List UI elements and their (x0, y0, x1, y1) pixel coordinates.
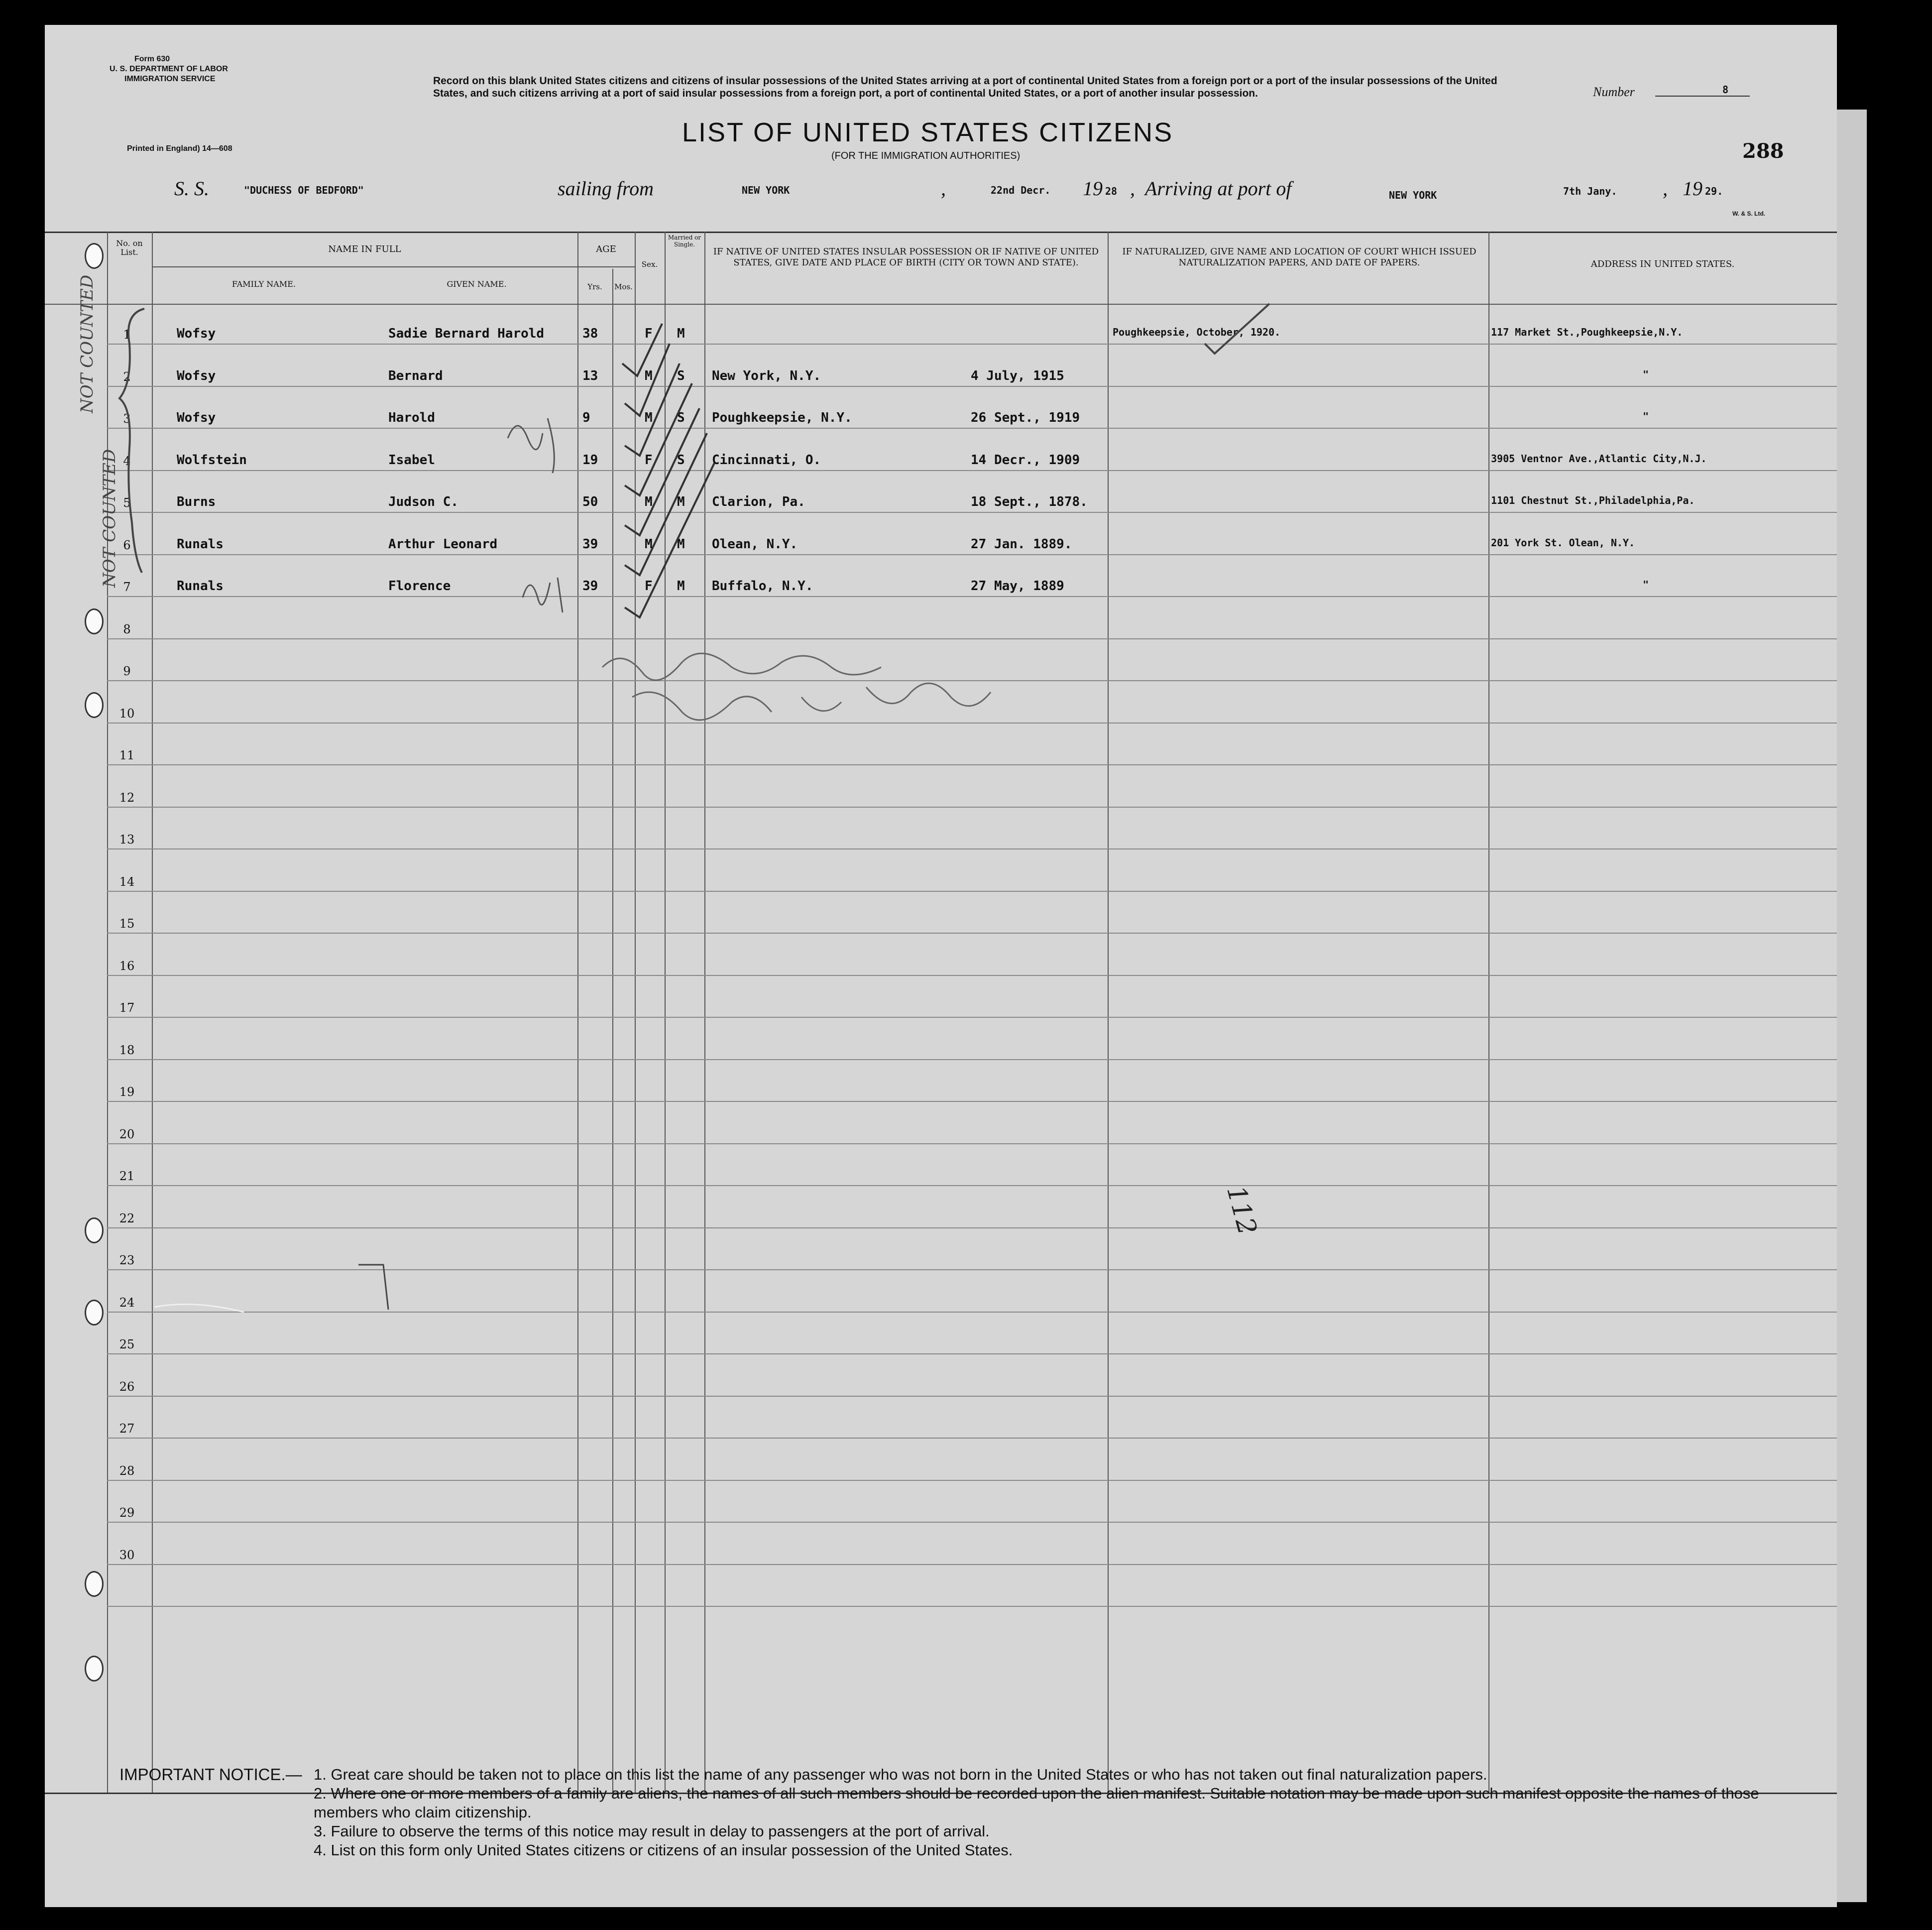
col-age: AGE (596, 244, 616, 254)
signature-scribble (602, 653, 991, 720)
printer-mark: W. & S. Ltd. (1732, 210, 1765, 217)
row-number: 27 (119, 1422, 135, 1436)
row-number: 28 (119, 1464, 135, 1478)
col-yrs: Yrs. (587, 282, 602, 291)
birth-place: Buffalo, N.Y. (712, 579, 813, 594)
col-name-in-full: NAME IN FULL (328, 244, 401, 254)
family-name: Wofsy (177, 410, 216, 425)
row-number: 15 (119, 917, 135, 931)
check-mark (625, 383, 692, 495)
number-label: Number (1593, 85, 1635, 99)
col-family-name: FAMILY NAME. (232, 279, 296, 289)
birth-place: Cincinnati, O. (712, 453, 821, 468)
given-name: Isabel (388, 453, 435, 468)
check-mark (625, 463, 714, 617)
us-address: " (1643, 368, 1649, 380)
age-years: 38 (582, 326, 598, 341)
col-naturalized: IF NATURALIZED, GIVE NAME AND LOCATION OF COURT WHICH ISSUED NATURALIZATION PAPERS, AND DATE OF PAPERS. (1122, 246, 1477, 268)
arriving-label: Arriving at port of (1145, 177, 1292, 200)
family-name: Wofsy (177, 368, 216, 383)
given-name: Harold (388, 410, 435, 425)
sex: M (645, 494, 653, 509)
row-number: 23 (119, 1253, 135, 1267)
family-name: Runals (177, 579, 224, 594)
col-given-name: GIVEN NAME. (447, 279, 507, 289)
marital-status: S (677, 410, 685, 425)
stamp-number: 112 (1221, 1183, 1262, 1238)
birth-date: 14 Decr., 1909 (971, 453, 1080, 468)
marital-status: M (677, 494, 685, 509)
family-name: Wolfstein (177, 453, 247, 468)
birth-date: 18 Sept., 1878. (971, 494, 1088, 509)
page-subtitle: (FOR THE IMMIGRATION AUTHORITIES) (831, 150, 1021, 161)
arrive-century: 19 (1683, 177, 1703, 200)
marital-status: S (677, 453, 685, 468)
page-stamp: 288 (1742, 139, 1784, 163)
us-address: 117 Market St.,Poughkeepsie,N.Y. (1491, 326, 1683, 338)
age-years: 9 (582, 410, 590, 425)
not-counted-annotation: NOT COUNTED (100, 449, 119, 588)
marital-status: M (677, 326, 685, 341)
family-name: Wofsy (177, 326, 216, 341)
row-number: 11 (119, 748, 135, 762)
sex: M (645, 368, 653, 383)
printed-note: Printed in England) 14—608 (127, 144, 232, 153)
sex: F (645, 326, 653, 341)
form-number: Form 630 (134, 55, 170, 63)
row-number: 21 (119, 1169, 135, 1183)
row-number: 9 (123, 664, 131, 678)
sail-year: 28 (1105, 185, 1118, 197)
col-address: ADDRESS IN UNITED STATES. (1591, 259, 1735, 269)
age-years: 39 (582, 579, 598, 594)
row-number: 20 (119, 1127, 135, 1141)
marital-status: M (677, 537, 685, 552)
age-years: 39 (582, 537, 598, 552)
row-number: 26 (119, 1380, 135, 1394)
row-number: 16 (119, 959, 135, 973)
row-number: 17 (119, 1001, 135, 1015)
arriving-port: NEW YORK (1389, 189, 1437, 201)
row-number: 8 (123, 622, 131, 636)
row-number: 18 (119, 1043, 135, 1057)
us-address: " (1643, 579, 1649, 591)
birth-place: Clarion, Pa. (712, 494, 805, 509)
sheet-edge (1837, 110, 1867, 1902)
given-name: Florence (388, 579, 451, 594)
birth-place: Poughkeepsie, N.Y. (712, 410, 852, 425)
col-birth: IF NATIVE OF UNITED STATES INSULAR POSSESSION OR IF NATIVE OF UNITED STATES, GIVE DATE AND PLACE OF BIRTH (CITY OR TOWN AND STATE). (713, 246, 1099, 268)
birth-date: 4 July, 1915 (971, 368, 1064, 383)
given-name: Arthur Leonard (388, 537, 498, 552)
row-number: 10 (119, 707, 135, 721)
col-sex: Sex. (641, 260, 658, 269)
row-number: 1 (123, 328, 131, 342)
notice-item-4: 4. List on this form only United States citizens or citizens of an insular possession of the United States. (314, 1841, 1013, 1859)
row-number: 2 (123, 370, 131, 384)
col-married: Married or Single. (668, 234, 701, 248)
row-number: 14 (119, 875, 135, 889)
notice-heading: IMPORTANT NOTICE.— (119, 1765, 302, 1784)
us-address: 1101 Chestnut St.,Philadelphia,Pa. (1491, 494, 1695, 506)
row-number: 3 (123, 412, 131, 426)
initials-scribble (523, 578, 563, 612)
us-address: 201 York St. Olean, N.Y. (1491, 537, 1635, 549)
col-mos: Mos. (614, 282, 633, 291)
sail-century: 19 (1083, 177, 1103, 200)
naturalization-court: Poughkeepsie, October, 1920. (1113, 326, 1281, 338)
department: U. S. DEPARTMENT OF LABOR (110, 65, 228, 73)
number-value: 8 (1722, 84, 1729, 96)
check-mark (1205, 304, 1269, 354)
row-number: 7 (123, 580, 131, 594)
row-number: 5 (123, 496, 131, 510)
given-name: Bernard (388, 368, 443, 383)
page-title: LIST OF UNITED STATES CITIZENS (682, 118, 1174, 147)
notice-item-1: 1. Great care should be taken not to place on this list the name of any passenger who was not born in the United States or who has not taken out final naturalization papers. (314, 1766, 1487, 1783)
row-number: 24 (119, 1296, 135, 1310)
sail-date: 22nd Decr. (991, 184, 1051, 196)
scratch-mark (154, 1304, 244, 1312)
sex: F (645, 453, 653, 468)
age-years: 13 (582, 368, 598, 383)
instructions: Record on this blank United States citizens and citizens of insular possessions of the United States arriving at a port of continental United States from a foreign port or a port of the insular possessions of the United States, and such citizens arriving at a port of said insular possessions from a foreign port, a port of continental United States, or a port of another insular possession. (433, 75, 1497, 99)
row-number: 13 (119, 833, 135, 846)
birth-date: 26 Sept., 1919 (971, 410, 1080, 425)
manifest-sheet: Form 630 U. S. DEPARTMENT OF LABOR IMMIGRATION SERVICE Printed in England) 14—608 Record on this blank United States citizens and citizens of insular possessions of the United States arriving at a port of continental United States from a foreign port or a port of the insular possessions of the United States, and such citizens arriving at a port of said insular possessions from a foreign port, a port of continental United States, or a port of another insular possession. LIST OF UNITED STATES CITIZENS (FOR THE IMMIGRATION AUTHORITIES) Number 8 288 S. S. "DUCHESS OF BEDFORD" sailing from NEW YORK , 22nd Decr. 19 28 , Arriving at port of NEW YORK 7th Jany. , 19 29. W. & S. Ltd. No. on List. NAME IN FULL FAMILY NAME. GIVEN NAME. AGE Yrs. Mos. Sex. Married or Single. IF NATIVE OF UNITED STATES INSULAR POSSESSION OR IF NATIVE OF UNITED STATES, GIVE DATE AND PLACE OF BIRTH (CITY OR TOWN AND STATE). IF NATURALIZED, GIVE NAME AND LOCATION OF COURT WHICH ISSUED NATURALIZATION PAPERS, AND DATE OF PAPERS. ADDRESS IN UNITED STATES. 1 Wofsy Sadie Bernard Harold 38 F M Poughkeepsie, October, 1920. 117 Market St.,Poughkeepsie,N.Y. 2 Wofsy Bernard 13 M S New York, N.Y. 4 July, 1915 " 3 Wofsy Harold 9 M S Poughkeepsie, N.Y. 26 Sept., 1919 " 4 Wolfstein Isabel 19 F S Cincinnati, O. 14 Decr., 1909 3905 Ventnor Ave.,Atlantic City,N.J. 5 Burns Judson C. 50 M M Clarion, Pa. 18 Sept., 1878. 1101 Chestnut St.,Philadelphia,Pa. 6 Runals Arthur Leonard 39 M M Olean, N.Y. 27 Jan. 1889. 201 York St. Olean, N.Y. 7 Runals Florence 39 F M Buffalo, N.Y. 27 May, 1889 " 8 9 10 11 12 13 14 15 16 17 18 19 20 21 22 23 24 25 26 27 28 29 30 NOT COUNTED NOT COUNTED 112 IMPORTANT NOTICE.— 1. Great care should be taken not to place on this list the name of any passenger who was not born in the United States or who has not taken out final naturalization papers. 2. Where one or more members of a family are aliens, the names of all such members should be recorded upon the alien manifest. Suitable notation may be made upon such manifest opposite the names of those members who claim citizenship. 3. Failure to observe the terms of this notice may result in delay to passengers at the port of arrival. 4. List on this form only United States citizens or citizens of an insular possession of the United States. (45, 25, 1837, 1907)
family-name: Burns (177, 494, 216, 509)
arrive-year: 29. (1705, 185, 1723, 197)
family-name: Runals (177, 537, 224, 552)
not-counted-annotation: NOT COUNTED (77, 274, 97, 413)
check-mark (622, 324, 662, 376)
notice-item-2: 2. Where one or more members of a family are aliens, the names of all such members should be recorded upon the alien manifest. Suitable notation may be made upon such manifest opposite the names of those members who claim citizenship. (314, 1785, 1759, 1821)
service: IMMIGRATION SERVICE (124, 75, 216, 83)
pen-mark (358, 1265, 388, 1310)
row-number: 29 (119, 1506, 135, 1520)
arrive-date: 7th Jany. (1563, 185, 1617, 197)
sex: F (645, 579, 653, 594)
handwriting-marks (45, 25, 1837, 1907)
row-number: 30 (119, 1548, 135, 1562)
initials-scribble (508, 418, 554, 473)
bracket-mark (119, 309, 144, 573)
given-name: Sadie Bernard Harold (388, 326, 545, 341)
ship-name: "DUCHESS OF BEDFORD" (244, 184, 364, 196)
row-number: 6 (123, 538, 131, 552)
row-number: 25 (119, 1337, 135, 1351)
row-number: 12 (119, 791, 135, 805)
sex: M (645, 537, 653, 552)
given-name: Judson C. (388, 494, 458, 509)
marital-status: M (677, 579, 685, 594)
ss-label: S. S. (174, 177, 209, 200)
birth-date: 27 May, 1889 (971, 579, 1064, 594)
row-number: 19 (119, 1085, 135, 1099)
sailing-from-port: NEW YORK (742, 184, 790, 196)
notice-item-3: 3. Failure to observe the terms of this notice may result in delay to passengers at the port of arrival. (314, 1822, 990, 1840)
birth-place: Olean, N.Y. (712, 537, 798, 552)
marital-status: S (677, 368, 685, 383)
birth-place: New York, N.Y. (712, 368, 821, 383)
age-years: 19 (582, 453, 598, 468)
row-number: 4 (123, 454, 131, 468)
sex: M (645, 410, 653, 425)
birth-date: 27 Jan. 1889. (971, 537, 1072, 552)
row-number: 22 (119, 1211, 135, 1225)
us-address: 3905 Ventnor Ave.,Atlantic City,N.J. (1491, 453, 1707, 465)
col-no: No. on List. (116, 239, 143, 257)
sailing-from-label: sailing from (558, 177, 654, 200)
us-address: " (1643, 410, 1649, 422)
age-years: 50 (582, 494, 598, 509)
